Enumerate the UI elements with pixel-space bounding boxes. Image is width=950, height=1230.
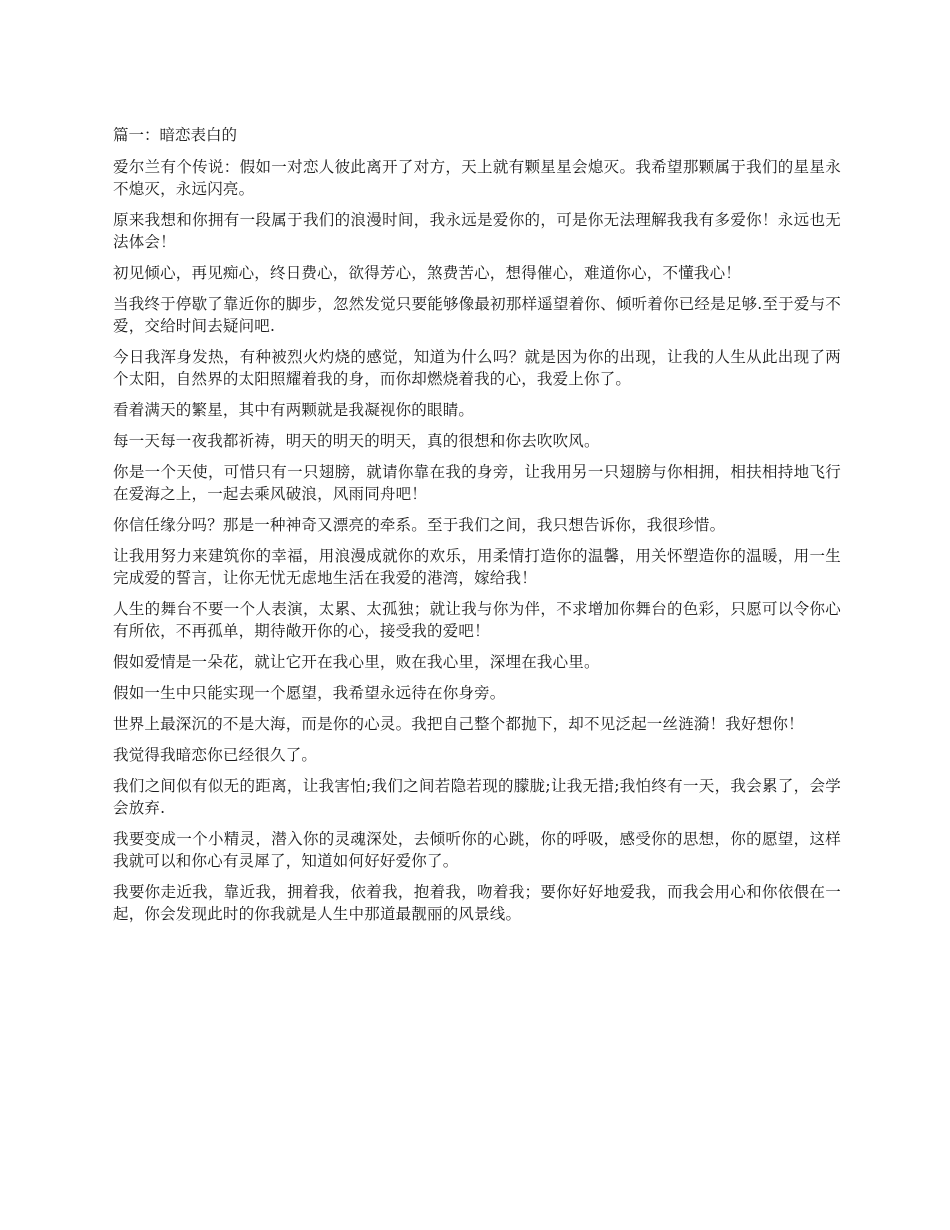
paragraph: 我们之间似有似无的距离，让我害怕;我们之间若隐若现的朦胧;让我无措;我怕终有一天，我会累了，会学会放弃. [113, 777, 841, 817]
paragraph: 爱尔兰有个传说：假如一对恋人彼此离开了对方，天上就有颗星星会熄灭。我希望那颗属于我们的星星永不熄灭，永远闪亮。 [113, 158, 841, 198]
paragraph: 我要变成一个小精灵，潜入你的灵魂深处，去倾听你的心跳，你的呼吸，感受你的思想，你的愿望，这样我就可以和你心有灵犀了，知道如何好好爱你了。 [113, 830, 841, 870]
paragraph: 假如爱情是一朵花，就让它开在我心里，败在我心里，深埋在我心里。 [113, 653, 600, 671]
paragraph: 原来我想和你拥有一段属于我们的浪漫时间，我永远是爱你的，可是你无法理解我我有多爱你！永远也无法体会！ [113, 211, 841, 251]
document-title: 篇一：暗恋表白的 [113, 126, 238, 144]
paragraph: 初见倾心，再见痴心，终日费心，欲得芳心，煞费苦心，想得催心，难道你心，不懂我心！ [113, 264, 742, 282]
paragraph: 你是一个天使，可惜只有一只翅膀，就请你靠在我的身旁，让我用另一只翅膀与你相拥，相扶相持地飞行在爱海之上，一起去乘风破浪，风雨同舟吧！ [113, 463, 841, 503]
document-body [113, 124, 841, 934]
paragraph: 人生的舞台不要一个人表演，太累、太孤独；就让我与你为伴，不求增加你舞台的色彩，只愿可以令你心有所依，不再孤单，期待敞开你的心，接受我的爱吧！ [113, 600, 841, 640]
paragraph: 每一天每一夜我都祈祷，明天的明天的明天，真的很想和你去吹吹风。 [113, 432, 600, 450]
paragraph: 假如一生中只能实现一个愿望，我希望永远待在你身旁。 [113, 684, 506, 702]
paragraph: 看着满天的繁星，其中有两颗就是我凝视你的眼睛。 [113, 401, 475, 419]
paragraph: 让我用努力来建筑你的幸福，用浪漫成就你的欢乐，用柔情打造你的温馨，用关怀塑造你的温暖，用一生完成爱的誓言，让你无忧无虑地生活在我爱的港湾，嫁给我！ [113, 547, 841, 587]
paragraph: 世界上最深沉的不是大海，而是你的心灵。我把自己整个都抛下，却不见泛起一丝涟漪！我好想你！ [113, 715, 804, 733]
paragraph: 当我终于停歇了靠近你的脚步，忽然发觉只要能够像最初那样遥望着你、倾听着你已经是足够.至于爱与不爱，交给时间去疑问吧. [113, 295, 841, 335]
paragraph: 今日我浑身发热，有种被烈火灼烧的感觉，知道为什么吗？就是因为你的出现，让我的人生从此出现了两个太阳，自然界的太阳照耀着我的身，而你却燃烧着我的心，我爱上你了。 [113, 348, 841, 388]
paragraph: 我要你走近我，靠近我，拥着我，依着我，抱着我，吻着我；要你好好地爱我，而我会用心和你依偎在一起，你会发现此时的你我就是人生中那道最靓丽的风景线。 [113, 883, 841, 923]
paragraph: 你信任缘分吗？那是一种神奇又漂亮的牵系。至于我们之间，我只想告诉你，我很珍惜。 [113, 516, 726, 534]
paragraph: 我觉得我暗恋你已经很久了。 [113, 746, 318, 764]
